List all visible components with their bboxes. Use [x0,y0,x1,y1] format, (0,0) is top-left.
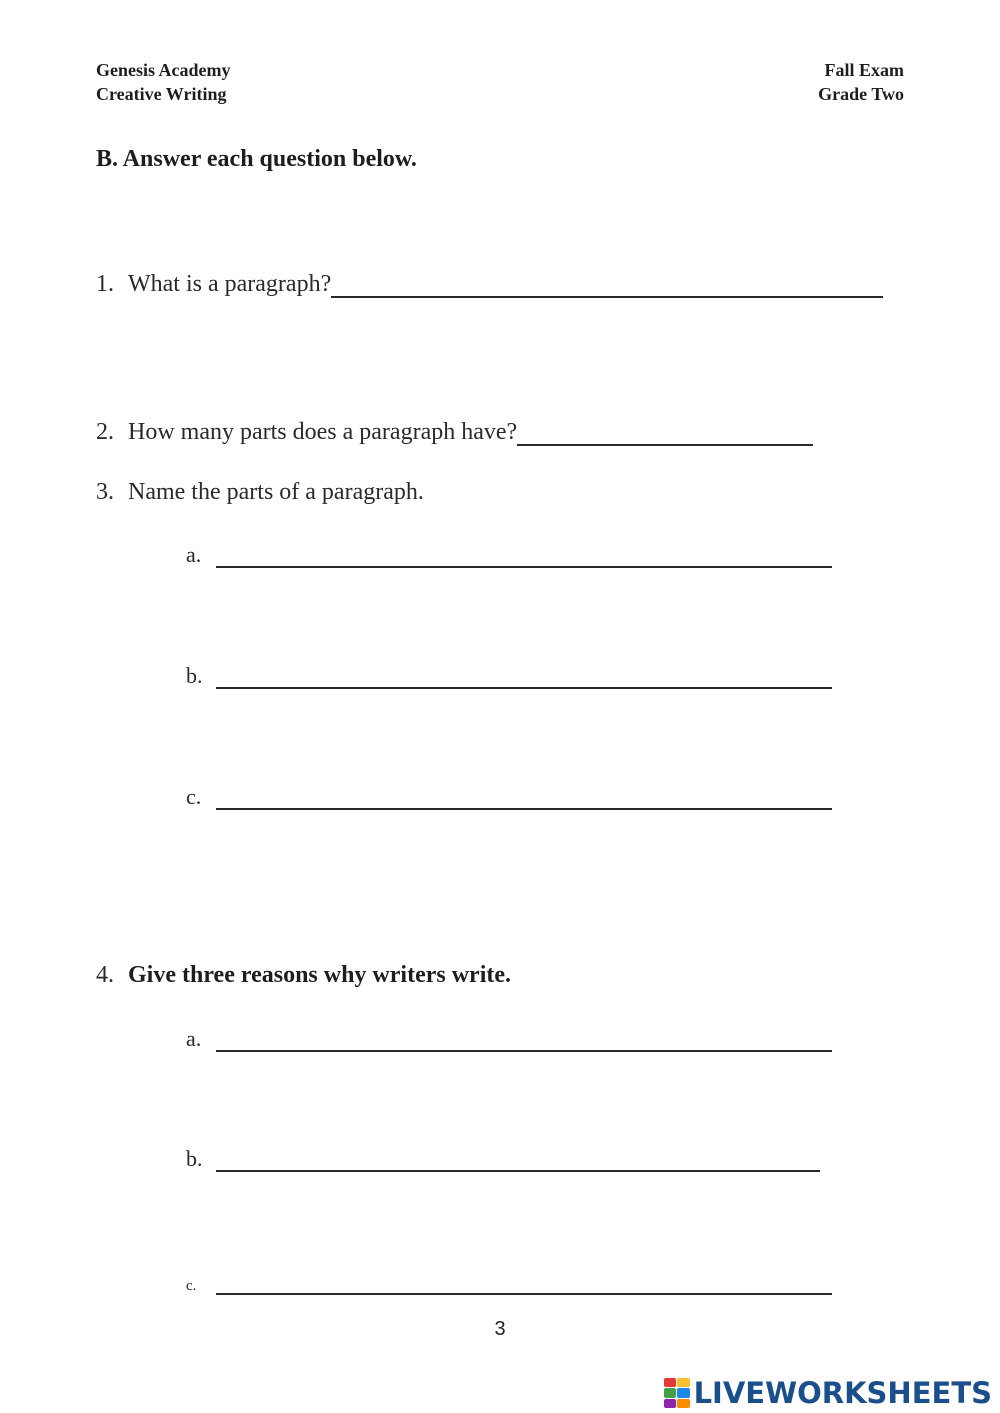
item-letter: a. [186,542,202,567]
question-1 [96,266,883,298]
question-number: 4. [96,962,114,988]
brand-text: LIVEWORKSHEETS [693,1376,992,1410]
question-number: 1. [96,271,114,297]
q4-item-b [186,1140,820,1172]
question-text: Name the parts of a paragraph. [128,479,424,505]
logo-block [664,1388,677,1397]
q4-item-c [186,1263,832,1295]
answer-blank-4a[interactable] [216,1028,832,1052]
question-2 [96,414,813,446]
logo-block [664,1399,677,1408]
answer-blank-2[interactable] [517,420,813,446]
logo-block [677,1388,690,1397]
question-number: 3. [96,479,114,505]
answer-blank-3c[interactable] [216,786,832,810]
q3-item-c [186,778,832,810]
liveworksheets-logo-icon [664,1378,690,1408]
item-letter: c. [186,784,202,809]
question-3 [96,474,424,506]
answer-blank-4c[interactable] [216,1271,832,1295]
school-name: Genesis Academy [96,60,231,80]
logo-block [664,1378,677,1387]
item-letter: b. [186,663,203,688]
q3-item-a [186,536,832,568]
item-letter: b. [186,1146,203,1171]
answer-blank-3a[interactable] [216,544,832,568]
subject-name: Creative Writing [96,84,227,104]
question-4 [96,957,511,989]
logo-block [677,1378,690,1387]
question-number: 2. [96,419,114,445]
item-letter: a. [186,1026,202,1051]
header-left [96,58,231,106]
header-right [818,58,904,106]
section-title: B. Answer each question below. [96,146,417,172]
exam-name: Fall Exam [824,60,904,80]
answer-blank-1[interactable] [331,272,883,298]
answer-blank-4b[interactable] [216,1148,820,1172]
question-text: What is a paragraph? [128,271,332,297]
liveworksheets-brand[interactable] [664,1376,992,1410]
page-number: 3 [494,1318,506,1340]
item-letter: c. [186,1278,197,1294]
q3-item-b [186,657,832,689]
question-text: Give three reasons why writers write. [128,962,512,988]
q4-item-a [186,1020,832,1052]
answer-blank-3b[interactable] [216,665,832,689]
logo-block [677,1399,690,1408]
question-text: How many parts does a paragraph have? [128,419,518,445]
grade-level: Grade Two [818,84,904,104]
